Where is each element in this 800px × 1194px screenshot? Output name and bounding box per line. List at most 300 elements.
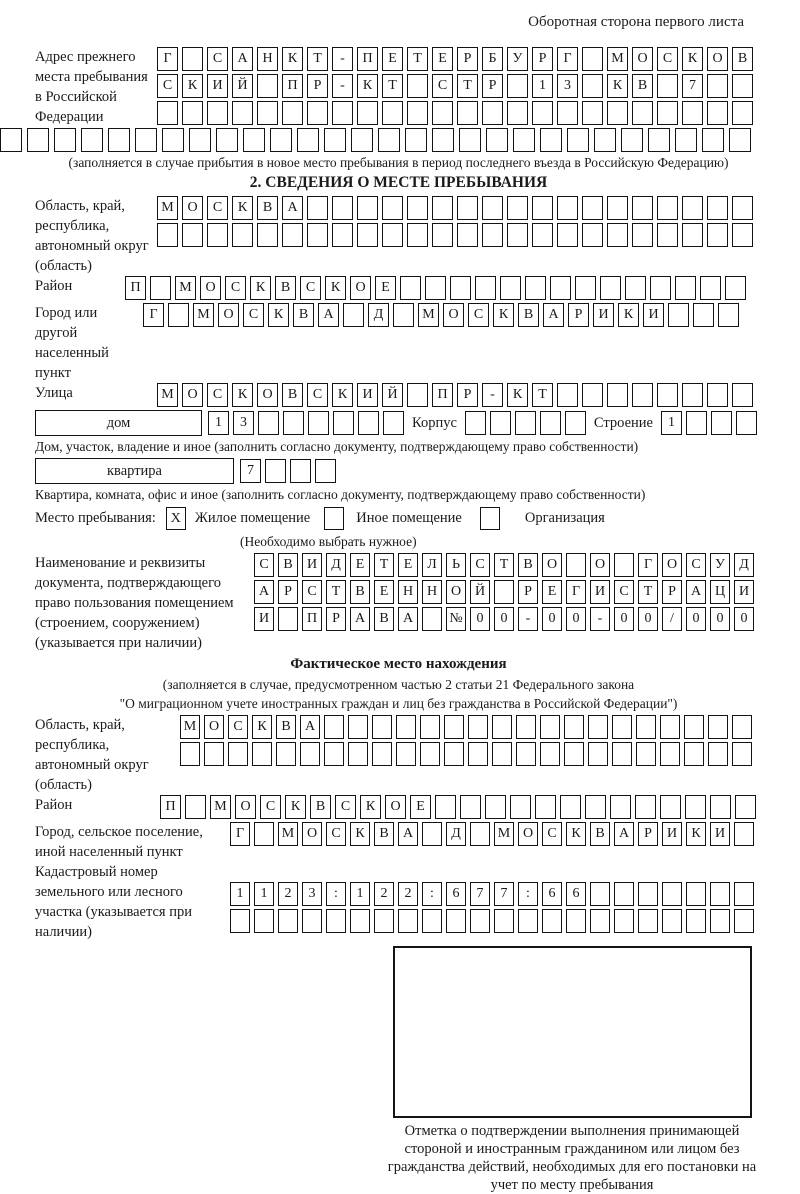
char-cell[interactable]: И xyxy=(357,383,378,407)
char-cell[interactable]: И xyxy=(207,74,228,98)
char-cell[interactable]: 1 xyxy=(208,411,229,435)
char-cell[interactable]: К xyxy=(182,74,203,98)
char-cell[interactable]: А xyxy=(398,607,418,631)
char-cell[interactable]: О xyxy=(235,795,256,819)
char-cell[interactable]: № xyxy=(446,607,466,631)
char-cell[interactable]: Й xyxy=(470,580,490,604)
char-cell[interactable] xyxy=(232,101,253,125)
char-cell[interactable]: В xyxy=(293,303,314,327)
char-cell[interactable] xyxy=(732,101,753,125)
char-cell[interactable]: 1 xyxy=(254,882,274,906)
char-cell[interactable]: Е xyxy=(382,47,403,71)
char-cell[interactable]: Г xyxy=(143,303,164,327)
char-cell[interactable] xyxy=(357,101,378,125)
char-cell[interactable]: О xyxy=(350,276,371,300)
char-cell[interactable] xyxy=(564,715,584,739)
char-cell[interactable]: О xyxy=(200,276,221,300)
char-cell[interactable]: Е xyxy=(542,580,562,604)
char-cell[interactable] xyxy=(54,128,76,152)
char-cell[interactable]: С xyxy=(686,553,706,577)
char-cell[interactable]: А xyxy=(318,303,339,327)
char-cell[interactable] xyxy=(348,742,368,766)
char-cell[interactable] xyxy=(507,196,528,220)
char-cell[interactable] xyxy=(515,411,536,435)
char-cell[interactable]: О xyxy=(182,196,203,220)
char-cell[interactable] xyxy=(254,909,274,933)
char-cell[interactable]: О xyxy=(204,715,224,739)
char-cell[interactable] xyxy=(257,101,278,125)
char-cell[interactable]: Т xyxy=(307,47,328,71)
char-cell[interactable] xyxy=(290,459,311,483)
char-cell[interactable]: С xyxy=(470,553,490,577)
char-cell[interactable]: В xyxy=(310,795,331,819)
char-cell[interactable]: Р xyxy=(532,47,553,71)
char-cell[interactable]: А xyxy=(300,715,320,739)
char-cell[interactable]: Р xyxy=(518,580,538,604)
char-cell[interactable] xyxy=(468,742,488,766)
char-cell[interactable] xyxy=(324,715,344,739)
char-cell[interactable]: В xyxy=(632,74,653,98)
char-cell[interactable] xyxy=(425,276,446,300)
char-cell[interactable] xyxy=(254,822,274,846)
char-cell[interactable] xyxy=(540,742,560,766)
char-cell[interactable]: : xyxy=(518,882,538,906)
char-cell[interactable] xyxy=(204,742,224,766)
char-cell[interactable] xyxy=(81,128,103,152)
char-cell[interactable]: Е xyxy=(410,795,431,819)
char-cell[interactable] xyxy=(557,196,578,220)
char-cell[interactable] xyxy=(607,223,628,247)
char-cell[interactable] xyxy=(494,580,514,604)
char-cell[interactable]: Т xyxy=(407,47,428,71)
char-cell[interactable] xyxy=(557,223,578,247)
char-cell[interactable] xyxy=(625,276,646,300)
char-cell[interactable] xyxy=(736,411,757,435)
char-cell[interactable] xyxy=(400,276,421,300)
char-cell[interactable] xyxy=(407,223,428,247)
char-cell[interactable] xyxy=(357,196,378,220)
char-cell[interactable] xyxy=(582,223,603,247)
char-cell[interactable]: И xyxy=(643,303,664,327)
char-cell[interactable] xyxy=(485,795,506,819)
char-cell[interactable]: К xyxy=(566,822,586,846)
char-cell[interactable]: Т xyxy=(457,74,478,98)
checkbox-residential[interactable]: X xyxy=(166,507,186,530)
char-cell[interactable] xyxy=(343,303,364,327)
char-cell[interactable]: / xyxy=(662,607,682,631)
char-cell[interactable] xyxy=(566,909,586,933)
char-cell[interactable]: Р xyxy=(568,303,589,327)
char-cell[interactable] xyxy=(307,196,328,220)
char-cell[interactable] xyxy=(636,715,656,739)
char-cell[interactable] xyxy=(332,101,353,125)
char-cell[interactable]: С xyxy=(468,303,489,327)
char-cell[interactable] xyxy=(518,909,538,933)
char-cell[interactable]: В xyxy=(278,553,298,577)
char-cell[interactable] xyxy=(600,276,621,300)
char-cell[interactable]: 6 xyxy=(566,882,586,906)
char-cell[interactable]: М xyxy=(418,303,439,327)
char-cell[interactable] xyxy=(374,909,394,933)
char-cell[interactable]: В xyxy=(276,715,296,739)
char-cell[interactable]: Д xyxy=(326,553,346,577)
char-cell[interactable] xyxy=(575,276,596,300)
char-cell[interactable]: И xyxy=(590,580,610,604)
char-cell[interactable] xyxy=(270,128,292,152)
char-cell[interactable]: Ь xyxy=(446,553,466,577)
char-cell[interactable] xyxy=(482,196,503,220)
char-cell[interactable]: С xyxy=(260,795,281,819)
char-cell[interactable]: В xyxy=(590,822,610,846)
char-cell[interactable] xyxy=(612,715,632,739)
char-cell[interactable] xyxy=(682,223,703,247)
char-cell[interactable]: М xyxy=(157,383,178,407)
char-cell[interactable] xyxy=(372,715,392,739)
char-cell[interactable]: С xyxy=(657,47,678,71)
char-cell[interactable]: 1 xyxy=(661,411,682,435)
char-cell[interactable] xyxy=(540,715,560,739)
char-cell[interactable]: 6 xyxy=(446,882,466,906)
char-cell[interactable] xyxy=(278,607,298,631)
char-cell[interactable] xyxy=(582,196,603,220)
char-cell[interactable] xyxy=(590,882,610,906)
char-cell[interactable] xyxy=(302,909,322,933)
char-cell[interactable]: Г xyxy=(557,47,578,71)
char-cell[interactable] xyxy=(566,553,586,577)
char-cell[interactable] xyxy=(662,882,682,906)
char-cell[interactable] xyxy=(393,303,414,327)
char-cell[interactable]: К xyxy=(232,196,253,220)
char-cell[interactable] xyxy=(635,795,656,819)
char-cell[interactable] xyxy=(636,742,656,766)
char-cell[interactable]: К xyxy=(493,303,514,327)
char-cell[interactable]: 3 xyxy=(233,411,254,435)
char-cell[interactable]: Р xyxy=(638,822,658,846)
char-cell[interactable] xyxy=(532,101,553,125)
char-cell[interactable]: С xyxy=(254,553,274,577)
char-cell[interactable]: 3 xyxy=(302,882,322,906)
char-cell[interactable] xyxy=(326,909,346,933)
char-cell[interactable]: - xyxy=(518,607,538,631)
char-cell[interactable] xyxy=(265,459,286,483)
char-cell[interactable] xyxy=(470,822,490,846)
char-cell[interactable]: Р xyxy=(482,74,503,98)
char-cell[interactable]: Т xyxy=(326,580,346,604)
char-cell[interactable] xyxy=(660,715,680,739)
char-cell[interactable]: Е xyxy=(350,553,370,577)
char-cell[interactable] xyxy=(725,276,746,300)
char-cell[interactable] xyxy=(693,303,714,327)
char-cell[interactable]: К xyxy=(252,715,272,739)
char-cell[interactable] xyxy=(686,882,706,906)
char-cell[interactable] xyxy=(307,101,328,125)
char-cell[interactable] xyxy=(332,196,353,220)
char-cell[interactable] xyxy=(734,822,754,846)
char-cell[interactable] xyxy=(614,882,634,906)
char-cell[interactable]: 0 xyxy=(566,607,586,631)
char-cell[interactable] xyxy=(182,101,203,125)
char-cell[interactable] xyxy=(475,276,496,300)
char-cell[interactable]: О xyxy=(257,383,278,407)
char-cell[interactable] xyxy=(465,411,486,435)
char-cell[interactable]: К xyxy=(250,276,271,300)
char-cell[interactable] xyxy=(182,47,203,71)
char-cell[interactable] xyxy=(657,196,678,220)
char-cell[interactable] xyxy=(0,128,22,152)
char-cell[interactable] xyxy=(686,909,706,933)
char-cell[interactable]: О xyxy=(632,47,653,71)
char-cell[interactable] xyxy=(482,101,503,125)
char-cell[interactable] xyxy=(735,795,756,819)
char-cell[interactable]: : xyxy=(422,882,442,906)
char-cell[interactable] xyxy=(157,101,178,125)
char-cell[interactable] xyxy=(540,128,562,152)
char-cell[interactable] xyxy=(660,795,681,819)
char-cell[interactable]: 0 xyxy=(734,607,754,631)
char-cell[interactable]: П xyxy=(302,607,322,631)
char-cell[interactable] xyxy=(297,128,319,152)
char-cell[interactable]: С xyxy=(207,47,228,71)
char-cell[interactable]: К xyxy=(232,383,253,407)
char-cell[interactable]: О xyxy=(662,553,682,577)
char-cell[interactable] xyxy=(27,128,49,152)
char-cell[interactable] xyxy=(557,383,578,407)
char-cell[interactable]: 2 xyxy=(374,882,394,906)
char-cell[interactable]: - xyxy=(332,47,353,71)
char-cell[interactable]: 7 xyxy=(470,882,490,906)
char-cell[interactable]: С xyxy=(207,196,228,220)
char-cell[interactable]: М xyxy=(193,303,214,327)
char-cell[interactable] xyxy=(278,909,298,933)
char-cell[interactable] xyxy=(567,128,589,152)
char-cell[interactable] xyxy=(282,101,303,125)
char-cell[interactable] xyxy=(150,276,171,300)
char-cell[interactable] xyxy=(582,383,603,407)
char-cell[interactable] xyxy=(732,74,753,98)
char-cell[interactable] xyxy=(315,459,336,483)
char-cell[interactable] xyxy=(682,383,703,407)
char-cell[interactable] xyxy=(582,74,603,98)
char-cell[interactable] xyxy=(216,128,238,152)
char-cell[interactable]: 0 xyxy=(638,607,658,631)
char-cell[interactable] xyxy=(732,223,753,247)
char-cell[interactable] xyxy=(702,128,724,152)
char-cell[interactable]: : xyxy=(326,882,346,906)
char-cell[interactable] xyxy=(594,128,616,152)
char-cell[interactable] xyxy=(632,196,653,220)
char-cell[interactable] xyxy=(257,223,278,247)
char-cell[interactable]: 1 xyxy=(350,882,370,906)
char-cell[interactable] xyxy=(588,715,608,739)
char-cell[interactable] xyxy=(614,553,634,577)
char-cell[interactable] xyxy=(422,607,442,631)
char-cell[interactable] xyxy=(444,715,464,739)
char-cell[interactable] xyxy=(258,411,279,435)
char-cell[interactable]: К xyxy=(285,795,306,819)
char-cell[interactable] xyxy=(507,74,528,98)
char-cell[interactable] xyxy=(432,128,454,152)
char-cell[interactable] xyxy=(614,909,634,933)
char-cell[interactable] xyxy=(632,101,653,125)
char-cell[interactable] xyxy=(324,128,346,152)
char-cell[interactable]: 7 xyxy=(240,459,261,483)
char-cell[interactable] xyxy=(734,909,754,933)
char-cell[interactable]: С xyxy=(302,580,322,604)
char-cell[interactable]: Р xyxy=(457,47,478,71)
char-cell[interactable] xyxy=(560,795,581,819)
char-cell[interactable] xyxy=(707,383,728,407)
char-cell[interactable]: И xyxy=(254,607,274,631)
char-cell[interactable] xyxy=(207,223,228,247)
char-cell[interactable] xyxy=(710,909,730,933)
char-cell[interactable] xyxy=(135,128,157,152)
char-cell[interactable] xyxy=(648,128,670,152)
char-cell[interactable] xyxy=(700,276,721,300)
char-cell[interactable] xyxy=(734,882,754,906)
char-cell[interactable] xyxy=(324,742,344,766)
char-cell[interactable]: К xyxy=(682,47,703,71)
char-cell[interactable]: 0 xyxy=(686,607,706,631)
char-cell[interactable] xyxy=(332,223,353,247)
char-cell[interactable]: С xyxy=(207,383,228,407)
char-cell[interactable]: А xyxy=(686,580,706,604)
char-cell[interactable] xyxy=(590,909,610,933)
char-cell[interactable]: П xyxy=(125,276,146,300)
char-cell[interactable] xyxy=(282,223,303,247)
char-cell[interactable] xyxy=(708,742,728,766)
char-cell[interactable]: - xyxy=(590,607,610,631)
char-cell[interactable]: О xyxy=(590,553,610,577)
char-cell[interactable] xyxy=(378,128,400,152)
char-cell[interactable] xyxy=(657,74,678,98)
char-cell[interactable] xyxy=(357,223,378,247)
char-cell[interactable]: 6 xyxy=(542,882,562,906)
char-cell[interactable] xyxy=(588,742,608,766)
char-cell[interactable]: В xyxy=(350,580,370,604)
char-cell[interactable]: 0 xyxy=(614,607,634,631)
char-cell[interactable]: С xyxy=(157,74,178,98)
char-cell[interactable]: 0 xyxy=(470,607,490,631)
char-cell[interactable] xyxy=(228,742,248,766)
char-cell[interactable] xyxy=(500,276,521,300)
char-cell[interactable]: С xyxy=(432,74,453,98)
char-cell[interactable]: М xyxy=(175,276,196,300)
char-cell[interactable] xyxy=(432,101,453,125)
char-cell[interactable] xyxy=(585,795,606,819)
char-cell[interactable]: В xyxy=(732,47,753,71)
char-cell[interactable]: А xyxy=(543,303,564,327)
char-cell[interactable]: Д xyxy=(734,553,754,577)
char-cell[interactable] xyxy=(718,303,739,327)
char-cell[interactable] xyxy=(710,795,731,819)
char-cell[interactable]: Н xyxy=(422,580,442,604)
char-cell[interactable] xyxy=(494,909,514,933)
char-cell[interactable]: К xyxy=(686,822,706,846)
char-cell[interactable] xyxy=(729,128,751,152)
char-cell[interactable] xyxy=(185,795,206,819)
char-cell[interactable] xyxy=(300,742,320,766)
char-cell[interactable]: Н xyxy=(257,47,278,71)
char-cell[interactable]: С xyxy=(614,580,634,604)
char-cell[interactable]: М xyxy=(278,822,298,846)
char-cell[interactable]: 0 xyxy=(494,607,514,631)
char-cell[interactable]: И xyxy=(593,303,614,327)
char-cell[interactable] xyxy=(684,742,704,766)
char-cell[interactable]: Е xyxy=(375,276,396,300)
char-cell[interactable] xyxy=(662,909,682,933)
char-cell[interactable] xyxy=(382,196,403,220)
char-cell[interactable] xyxy=(348,715,368,739)
char-cell[interactable] xyxy=(668,303,689,327)
char-cell[interactable]: О xyxy=(443,303,464,327)
char-cell[interactable] xyxy=(444,742,464,766)
char-cell[interactable] xyxy=(108,128,130,152)
char-cell[interactable]: Й xyxy=(232,74,253,98)
char-cell[interactable]: Г xyxy=(157,47,178,71)
char-cell[interactable]: 7 xyxy=(494,882,514,906)
char-cell[interactable]: В xyxy=(518,553,538,577)
char-cell[interactable] xyxy=(557,101,578,125)
char-cell[interactable] xyxy=(638,882,658,906)
char-cell[interactable] xyxy=(422,822,442,846)
char-cell[interactable]: О xyxy=(446,580,466,604)
char-cell[interactable] xyxy=(621,128,643,152)
char-cell[interactable] xyxy=(516,742,536,766)
char-cell[interactable]: К xyxy=(360,795,381,819)
char-cell[interactable] xyxy=(450,276,471,300)
char-cell[interactable] xyxy=(708,715,728,739)
char-cell[interactable]: К xyxy=(268,303,289,327)
char-cell[interactable]: Л xyxy=(422,553,442,577)
char-cell[interactable]: А xyxy=(350,607,370,631)
char-cell[interactable] xyxy=(157,223,178,247)
char-cell[interactable] xyxy=(711,411,732,435)
char-cell[interactable] xyxy=(612,742,632,766)
char-cell[interactable] xyxy=(382,101,403,125)
char-cell[interactable] xyxy=(457,196,478,220)
char-cell[interactable] xyxy=(732,715,752,739)
char-cell[interactable] xyxy=(657,101,678,125)
char-cell[interactable]: Г xyxy=(566,580,586,604)
char-cell[interactable] xyxy=(582,101,603,125)
char-cell[interactable] xyxy=(396,715,416,739)
char-cell[interactable]: С xyxy=(326,822,346,846)
char-cell[interactable]: М xyxy=(210,795,231,819)
char-cell[interactable]: И xyxy=(710,822,730,846)
char-cell[interactable] xyxy=(405,128,427,152)
char-cell[interactable]: М xyxy=(157,196,178,220)
char-cell[interactable]: Р xyxy=(326,607,346,631)
char-cell[interactable]: В xyxy=(257,196,278,220)
char-cell[interactable]: К xyxy=(357,74,378,98)
char-cell[interactable]: 2 xyxy=(278,882,298,906)
char-cell[interactable]: 1 xyxy=(230,882,250,906)
char-cell[interactable]: И xyxy=(302,553,322,577)
char-cell[interactable]: А xyxy=(282,196,303,220)
char-cell[interactable] xyxy=(182,223,203,247)
char-cell[interactable] xyxy=(732,383,753,407)
char-cell[interactable]: С xyxy=(243,303,264,327)
char-cell[interactable]: К xyxy=(325,276,346,300)
char-cell[interactable] xyxy=(660,742,680,766)
char-cell[interactable] xyxy=(525,276,546,300)
char-cell[interactable] xyxy=(207,101,228,125)
char-cell[interactable] xyxy=(457,223,478,247)
char-cell[interactable] xyxy=(607,196,628,220)
char-cell[interactable] xyxy=(189,128,211,152)
char-cell[interactable]: О xyxy=(707,47,728,71)
char-cell[interactable]: К xyxy=(350,822,370,846)
